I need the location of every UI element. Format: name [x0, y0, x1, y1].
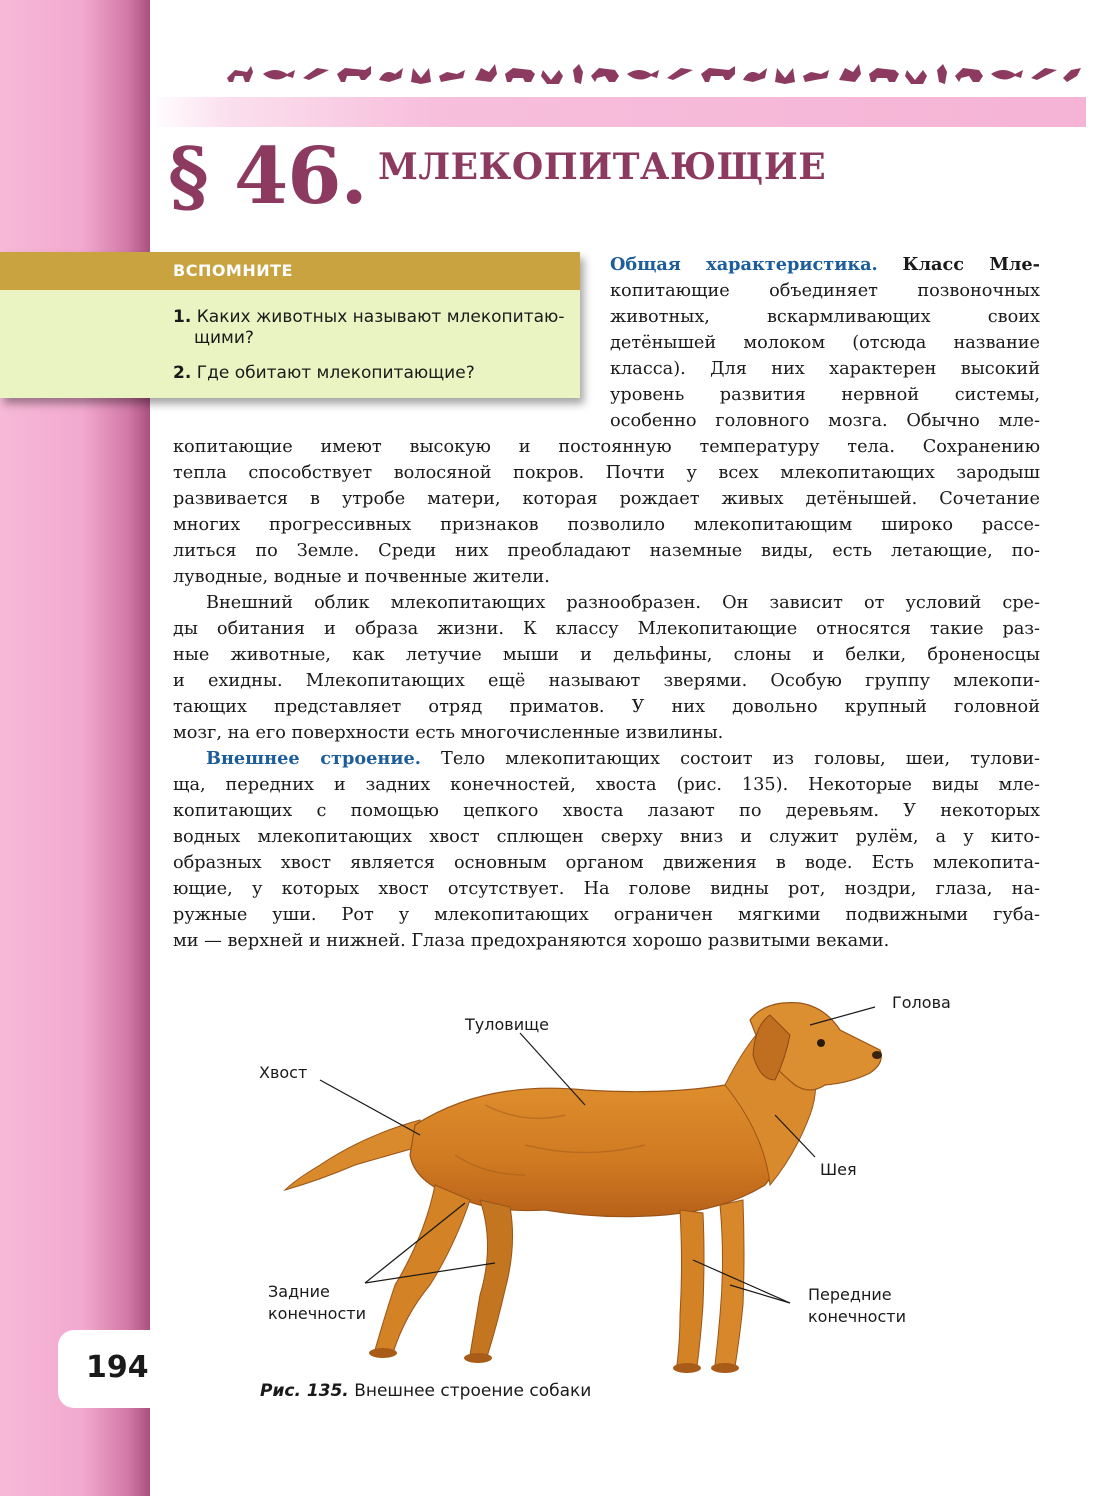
text-line: мозг, на его поверхности есть многочисленные извилины. [173, 723, 724, 743]
text-line: водных млекопитающих хвост сплющен сверху вниз и служит рулём, а у кито- [173, 827, 1040, 847]
page-title: МЛЕКОПИТАЮЩИЕ [378, 146, 827, 188]
label-neck: Шея [820, 1160, 857, 1179]
text-line: тающих представляет отряд приматов. У них довольно крупный головной [173, 697, 1040, 717]
text-line: ружные уши. Рот у млекопитающих ограничен мягкими подвижными губа- [173, 905, 1040, 925]
label-front-2: конечности [808, 1307, 906, 1326]
question-number: 2. [173, 363, 192, 383]
text-line: копитающие объединяет позвоночных [610, 281, 1040, 301]
question-text-cont: щими? [194, 328, 254, 348]
section-number: § 46. [168, 131, 367, 222]
text-line: ющие, у которых хвост отсутствует. На голове видны рот, ноздри, глаза, на- [173, 879, 1040, 899]
text-line: и ехидны. Млекопитающих ещё называют зверями. Особую группу млекопи- [173, 671, 1040, 691]
text-line: ды обитания и образа жизни. К классу Млекопитающие относятся такие раз- [173, 619, 1040, 639]
recall-question [173, 363, 568, 384]
text-line: животных, вскармливающих своих [610, 307, 1040, 327]
text-line: ми — верхней и нижней. Глаза предохраняются хорошо развитыми веками. [173, 931, 890, 951]
question-text: Где обитают млекопитающие? [196, 363, 475, 383]
label-hind-2: конечности [268, 1304, 366, 1323]
label-hind-1: Задние [268, 1282, 330, 1301]
recall-body [0, 290, 580, 398]
text-line: тепла способствует волосяной покров. Почти у всех млекопитающих зародыш [173, 463, 1040, 483]
question-text: Каких животных называют млекопитаю- [196, 307, 565, 327]
text-line: развивается в утробе матери, которая рождает живых детёнышей. Сочетание [173, 489, 1040, 509]
text-fragment: Тело млекопитающих состоит из головы, шеи, тулови- [441, 749, 1040, 769]
text-line: уровень развития нервной системы, [610, 385, 1040, 405]
caption-number: Рис. 135. [260, 1381, 349, 1401]
label-head: Голова [892, 993, 951, 1012]
figure-caption [260, 1381, 591, 1401]
text-line: детёнышей молоком (отсюда название [610, 333, 1040, 353]
text-line: образных хвост является основным органом движения в воде. Есть млекопита- [173, 853, 1040, 873]
text-line: ные животные, как летучие мыши и дельфины, слоны и белки, броненосцы [173, 645, 1040, 665]
text-line: копитающих с помощью цепкого хвоста лазают по деревьям. У некоторых [173, 801, 1040, 821]
animal-silhouette-strip [225, 60, 1085, 90]
dog-illustration [225, 985, 1025, 1405]
text-line: Внешний облик млекопитающих разнообразен. Он зависит от условий сре- [206, 593, 1040, 613]
main-text [173, 434, 1040, 954]
text-line: литься по Земле. Среди них преобладают наземные виды, есть летающие, по- [173, 541, 1040, 561]
text-line: копитающие имеют высокую и постоянную температуру тела. Сохранению [173, 437, 1040, 457]
page-number: 194 [86, 1350, 149, 1385]
text-line: класса). Для них характерен высокий [610, 359, 1040, 379]
paragraph-1-narrow [610, 252, 1040, 434]
question-number: 1. [173, 307, 192, 327]
text-fragment: Класс Мле- [902, 254, 1040, 275]
page-margin-band [0, 0, 150, 1496]
section-heading-external: Внешнее строение. [206, 748, 421, 769]
label-front-1: Передние [808, 1285, 892, 1304]
text-line: ща, передних и задних конечностей, хвоста (рис. 135). Некоторые виды мле- [173, 775, 1040, 795]
recall-question [173, 307, 568, 349]
recall-heading: ВСПОМНИТЕ [173, 261, 293, 280]
label-body: Туловище [465, 1015, 549, 1034]
section-heading-general: Общая характеристика. [610, 254, 878, 275]
label-tail: Хвост [259, 1063, 308, 1082]
recall-box [0, 252, 580, 398]
header-pink-bar [150, 97, 1086, 127]
recall-header [0, 252, 580, 290]
text-line: особенно головного мозга. Обычно мле- [610, 411, 1040, 431]
caption-text: Внешнее строение собаки [354, 1381, 592, 1401]
text-line [610, 252, 1040, 278]
text-line: луводные, водные и почвенные жители. [173, 567, 550, 587]
text-line: многих прогрессивных признаков позволило млекопитающим широко рассе- [173, 515, 1040, 535]
text-line [173, 746, 1040, 772]
